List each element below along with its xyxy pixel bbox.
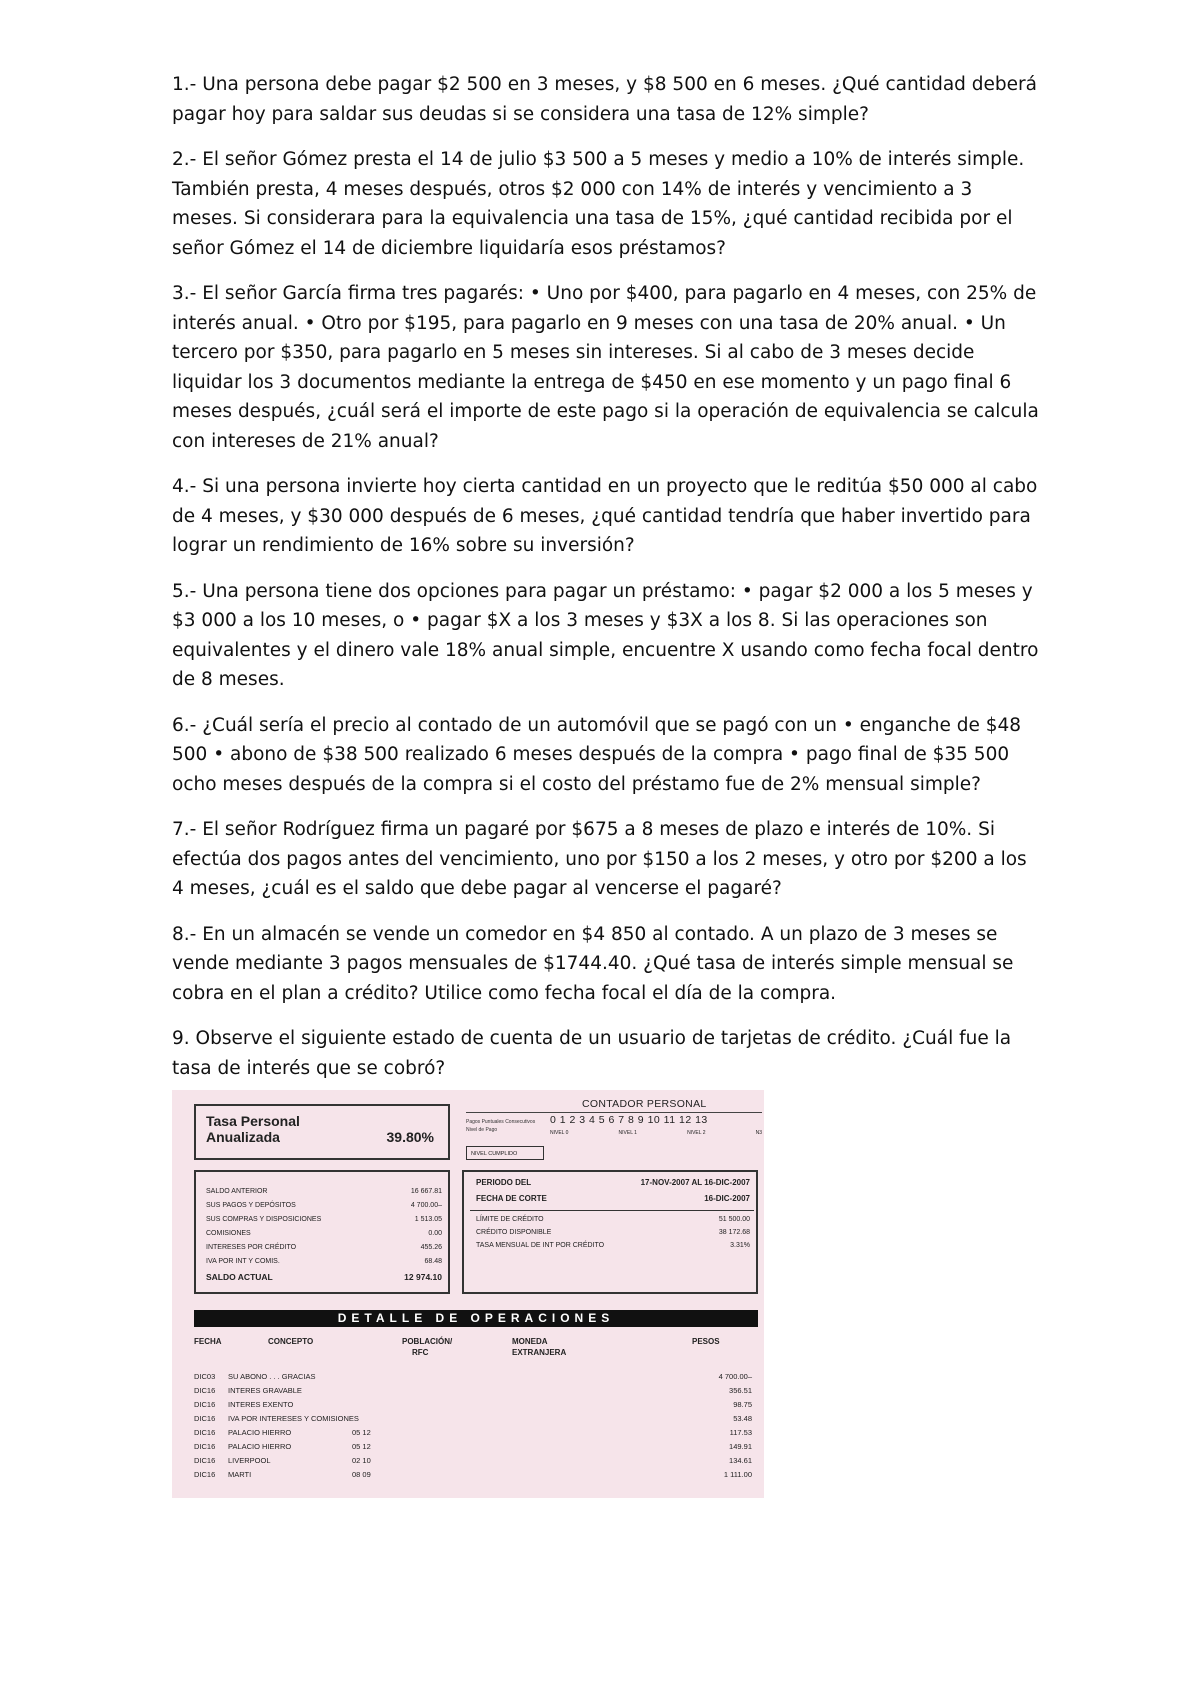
rate-value: 39.80% (386, 1129, 434, 1145)
problem-1: 1.- Una persona debe pagar $2 500 en 3 meses, y $8 500 en 6 meses. ¿Qué cantidad deberá pagar hoy para saldar sus deudas si se considera una tasa de 12% simple? (172, 74, 1037, 125)
credit-row: CRÉDITO DISPONIBLE 38 172.68 (476, 1229, 750, 1236)
contador-title: CONTADOR PERSONAL (582, 1098, 707, 1110)
problem-2: 2.- El señor Gómez presta el 14 de julio $3 500 a 5 meses y medio a 10% de interés simple. También presta, 4 meses después, otros $2 000 con 14% de interés y vencimiento a 3 meses. Si considerara para la equivalencia una tasa de 15%, ¿qué cantidad recibida por el señor Gómez el 14 de diciembre liquidaría esos préstamos? (172, 149, 1025, 259)
credit-card-statement: Tasa Personal Anualizada 39.80% CONTADOR PERSONAL Pagos Puntuales Consecutivos Nivel de Pago 0 1 2 3 4 5 6 7 8 9 10 11 12 13 NIVEL 0 NIVEL 1 NIVEL 2 N3 NIVEL CUMPLIDO SALDO ANTERIOR 16 667.81 SUS PAGOS Y DEPÓSITOS 4 700.00– SUS COMPRAS Y DISPOSICIONES 1 513.05 COMISIONES 0.00 INTERESES POR CRÉDITO 455.26 IVA POR INT Y COMIS. 68.48 SALDO ACTUAL 12 974.10 PERIODO DEL 17-NOV-2007 AL 16-DIC-2007 FECHA DE CORTE 16-DIC-2007 LÍMITE DE CRÉDITO 51 500.00 CRÉDITO DISPONIBLE 38 172.68 TASA MENSUAL DE INT POR CRÉDITO 3.31% DETALLE DE OPERACIONES FECHA CONCEPTO POBLACIÓN/ RFC MONEDA EXTRANJERA PESOS DIC03 SU ABONO . . . GRACIAS 4 700.00– DIC16 INTERES GRAVABLE 356.51 DIC16 INTERES EXENTO 98.75 DIC16 IVA POR INTERESES Y COMISIONES 53.48 DIC16 PALACIO HIERRO 05 12 117.53 DIC16 PALACIO HIERRO 05 12 149.91 DIC16 LIVERPOOL 02 10 134.61 DIC16 MARTI 08 09 1 111.00 (172, 1090, 764, 1498)
header-poblacion: POBLACIÓN/ RFC (402, 1337, 453, 1357)
nivel-cumplido: NIVEL CUMPLIDO (466, 1146, 544, 1160)
problem-9: 9. Observe el siguiente estado de cuenta de un usuario de tarjetas de crédito. ¿Cuál fue la tasa de interés que se cobró? (172, 1028, 1012, 1079)
saldo-row: SUS PAGOS Y DEPÓSITOS 4 700.00– (206, 1202, 442, 1209)
saldo-row: COMISIONES 0.00 (206, 1230, 442, 1237)
problem-8: 8.- En un almacén se vende un comedor en $4 850 al contado. A un plazo de 3 meses se vende mediante 3 pagos mensuales de $1744.40. ¿Qué tasa de interés simple mensual se cobra en el plan a crédito? Utilice como fecha focal el día de la compra. (172, 923, 1014, 1004)
header-pesos: PESOS (692, 1337, 720, 1346)
header-concepto: CONCEPTO (268, 1337, 314, 1346)
periodo-box (462, 1170, 758, 1294)
rate-label: Tasa Personal Anualizada (206, 1113, 300, 1145)
problem-5: 5.- Una persona tiene dos opciones para pagar un préstamo: • pagar $2 000 a los 5 meses y $3 000 a los 10 meses, o • pagar $X a los 3 meses y $3X a los 8. Si las operaciones son equivalentes y el dinero vale 18% anual simple, encuentre X usando como fecha focal dentro de 8 meses. (172, 580, 1039, 690)
periodo-row: PERIODO DEL 17-NOV-2007 AL 16-DIC-2007 (476, 1178, 750, 1187)
fecha-corte-row: FECHA DE CORTE 16-DIC-2007 (476, 1194, 750, 1203)
contador-levels: NIVEL 0 NIVEL 1 NIVEL 2 N3 (550, 1130, 762, 1136)
saldo-actual-row: SALDO ACTUAL 12 974.10 (206, 1272, 442, 1282)
header-fecha: FECHA (194, 1337, 222, 1346)
divider (466, 1112, 762, 1113)
credit-row: TASA MENSUAL DE INT POR CRÉDITO 3.31% (476, 1242, 750, 1249)
saldo-row: SUS COMPRAS Y DISPOSICIONES 1 513.05 (206, 1216, 442, 1223)
problem-3: 3.- El señor García firma tres pagarés: • Uno por $400, para pagarlo en 4 meses, con 25% de interés anual. • Otro por $195, para pagarlo en 9 meses con una tasa de 20% anual. • Un tercero por $350, para pagarlo en 5 meses sin intereses. Si al cabo de 3 meses decide liquidar los 3 documentos mediante la entrega de $450 en ese momento y un pago final 6 meses después, ¿cuál será el importe de este pago si la operación de equivalencia se calcula con intereses de 21% anual? (172, 283, 1039, 452)
header-moneda: MONEDA EXTRANJERA (512, 1337, 567, 1357)
problem-4: 4.- Si una persona invierte hoy cierta cantidad en un proyecto que le reditúa $50 000 al cabo de 4 meses, y $30 000 después de 6 meses, ¿qué cantidad tendría que haber invertido para lograr un rendimiento de 16% sobre su inversión? (172, 476, 1038, 556)
problem-7: 7.- El señor Rodríguez firma un pagaré por $675 a 8 meses de plazo e interés de 10%. Si efectúa dos pagos antes del vencimiento, uno por $150 a los 2 meses, y otro por $200 a los 4 meses, ¿cuál es el saldo que debe pagar al vencerse el pagaré? (172, 819, 1027, 899)
saldo-row: IVA POR INT Y COMIS. 68.48 (206, 1258, 442, 1265)
contador-labels: Pagos Puntuales Consecutivos Nivel de Pago (466, 1119, 536, 1133)
divider (470, 1210, 754, 1211)
problem-6: 6.- ¿Cuál sería el precio al contado de un automóvil que se pagó con un • enganche de $48 500 • abono de $38 500 realizado 6 meses después de la compra • pago final de $35 500 ocho meses después de la compra si el costo del préstamo fue de 2% mensual simple? (172, 714, 1022, 795)
problem-list (172, 70, 1042, 1099)
saldo-row: SALDO ANTERIOR 16 667.81 (206, 1188, 442, 1195)
saldo-box (194, 1170, 450, 1294)
credit-row: LÍMITE DE CRÉDITO 51 500.00 (476, 1216, 750, 1223)
detalle-title: DETALLE DE OPERACIONES (194, 1310, 758, 1327)
contador-numbers: 0 1 2 3 4 5 6 7 8 9 10 11 12 13 (550, 1114, 708, 1126)
saldo-row: INTERESES POR CRÉDITO 455.26 (206, 1244, 442, 1251)
rate-box (194, 1104, 450, 1160)
